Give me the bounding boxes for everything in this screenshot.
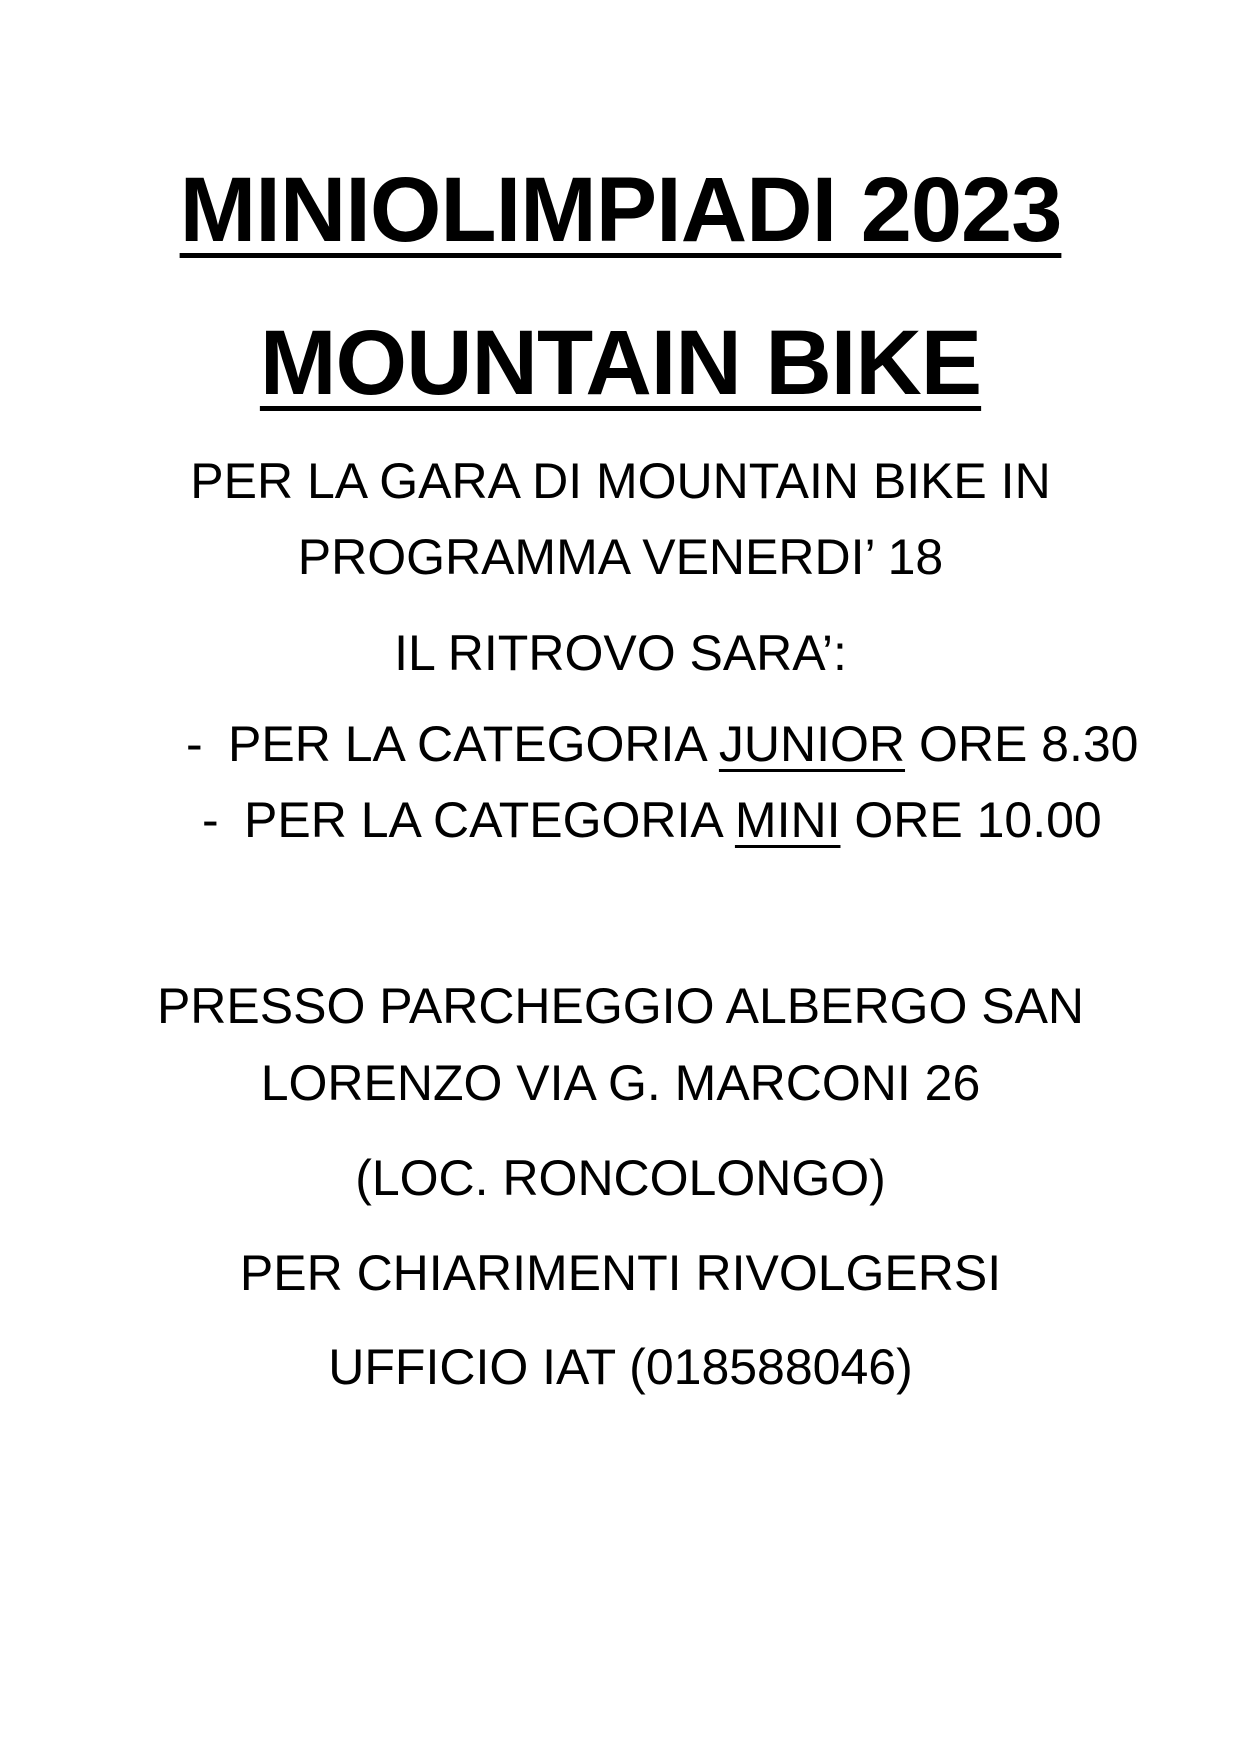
- schedule-time: ORE 8.30: [918, 716, 1139, 772]
- bullet-dash: -: [186, 716, 203, 772]
- schedule-prefix: PER LA CATEGORIA: [244, 792, 722, 848]
- sport-title: MOUNTAIN BIKE: [259, 312, 982, 414]
- category-name: JUNIOR: [718, 716, 906, 772]
- location-line-3: (LOC. RONCOLONGO): [355, 1150, 886, 1206]
- schedule-time: ORE 10.00: [854, 792, 1102, 848]
- schedule-item-junior: [186, 714, 1139, 774]
- location-line-1: PRESSO PARCHEGGIO ALBERGO SAN: [156, 978, 1085, 1034]
- intro-line-1: PER LA GARA DI MOUNTAIN BIKE IN: [190, 453, 1051, 509]
- bullet-dash: -: [202, 792, 219, 848]
- schedule-prefix: PER LA CATEGORIA: [228, 716, 706, 772]
- category-name: MINI: [734, 792, 841, 848]
- location-line-2: LORENZO VIA G. MARCONI 26: [260, 1055, 981, 1111]
- contact-line-1: PER CHIARIMENTI RIVOLGERSI: [239, 1245, 1002, 1301]
- main-title: MINIOLIMPIADI 2023: [179, 159, 1062, 261]
- intro-line-2: PROGRAMMA VENERDI’ 18: [297, 529, 944, 585]
- contact-line-2: UFFICIO IAT (018588046): [328, 1339, 913, 1395]
- meeting-label: IL RITROVO SARA’:: [394, 625, 847, 681]
- schedule-item-mini: [202, 790, 1102, 850]
